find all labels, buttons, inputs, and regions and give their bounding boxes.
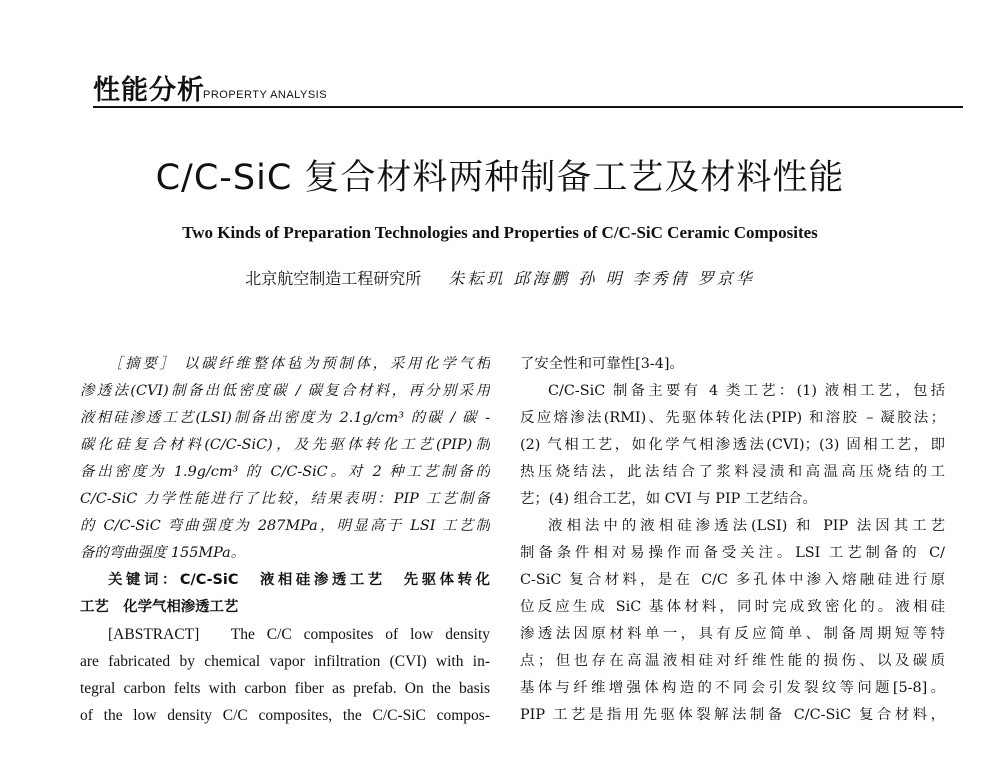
abstract-line: ［摘要］ 以碳纤维整体毡为预制体，采用化学气相 [108, 356, 490, 372]
keywords-line: 工艺 化学气相渗透工艺 [80, 599, 239, 615]
body-line: 基体与纤维增强体构造的不同会引发裂纹等问题[5-8]。 [520, 680, 945, 696]
affiliation: 北京航空制造工程研究所 [245, 269, 422, 288]
abstract-line: 备出密度为 1.9g/cm³ 的 C/C-SiC。对 2 种工艺制备的 [80, 464, 490, 480]
keywords-line: 关键词：C/C-SiC 液相硅渗透工艺 先驱体转化 [108, 572, 490, 588]
body-line: 艺；(4) 组合工艺，如 CVI 与 PIP 工艺结合。 [520, 491, 817, 507]
body-line: 渗透法因原材料单一，具有反应简单、制备周期短等特 [520, 626, 945, 642]
header-rule [93, 106, 963, 108]
section-label-cn: 性能分析 [93, 75, 205, 106]
english-abstract-line: [ABSTRACT] The C/C composites of low density [108, 626, 490, 643]
body-line: (2) 气相工艺，如化学气相渗透法(CVI)；(3) 固相工艺，即 [520, 437, 945, 453]
body-line: C-SiC 复合材料，是在 C/C 多孔体中渗入熔融硅进行原 [520, 572, 945, 588]
english-abstract-line: tegral carbon felts with carbon fiber as prefab. On the basis [80, 680, 490, 697]
body-line: 液相法中的液相硅渗透法(LSI) 和 PIP 法因其工艺 [548, 518, 945, 534]
left-column [80, 351, 490, 729]
section-label-en: PROPERTY ANALYSIS [203, 89, 328, 101]
abstract-line: 渗透法(CVI)制备出低密度碳 / 碳复合材料，再分别采用 [80, 383, 490, 399]
author-line [0, 266, 1000, 289]
body-line: 位反应生成 SiC 基体材料，同时完成致密化的。液相硅 [520, 599, 945, 615]
body-line: PIP 工艺是指用先驱体裂解法制备 C/C-SiC 复合材料， [520, 707, 945, 723]
body-line: 反应熔渗法(RMI)、先驱体转化法(PIP) 和溶胶 – 凝胶法； [520, 410, 945, 426]
abstract-line: 液相硅渗透工艺(LSI)制备出密度为 2.1g/cm³ 的碳 / 碳 - [80, 410, 490, 426]
abstract-line: 备的弯曲强度 155MPa。 [80, 545, 246, 561]
section-header [93, 62, 963, 110]
abstract-line: 碳化硅复合材料(C/C-SiC)，及先驱体转化工艺(PIP)制 [80, 437, 490, 453]
abstract-line: 的 C/C-SiC 弯曲强度为 287MPa，明显高于 LSI 工艺制 [80, 518, 490, 534]
body-line: 制备条件相对易操作而备受关注。LSI 工艺制备的 C/ [520, 545, 945, 561]
article-title-cn: C/C-SiC 复合材料两种制备工艺及材料性能 [155, 158, 845, 198]
body-line: 热压烧结法，此法结合了浆料浸渍和高温高压烧结的工 [520, 464, 945, 480]
abstract-line: C/C-SiC 力学性能进行了比较，结果表明：PIP 工艺制备 [80, 491, 490, 507]
english-abstract-line: of the low density C/C composites, the C/C-SiC compos- [80, 707, 490, 724]
body-line: 点；但也存在高温液相硅对纤维性能的损伤、以及碳质 [520, 653, 945, 669]
body-line: 了安全性和可靠性[3-4]。 [520, 356, 684, 372]
author-names: 朱耘玑 邱海鹏 孙 明 李秀倩 罗京华 [448, 269, 755, 288]
article-title-en: Two Kinds of Preparation Technologies and Properties of C/C-SiC Ceramic Composites [182, 223, 818, 242]
body-line: C/C-SiC 制备主要有 4 类工艺：(1) 液相工艺，包括 [548, 383, 945, 399]
english-abstract-line: are fabricated by chemical vapor infiltration (CVI) with in- [80, 653, 490, 670]
right-column [520, 351, 945, 729]
